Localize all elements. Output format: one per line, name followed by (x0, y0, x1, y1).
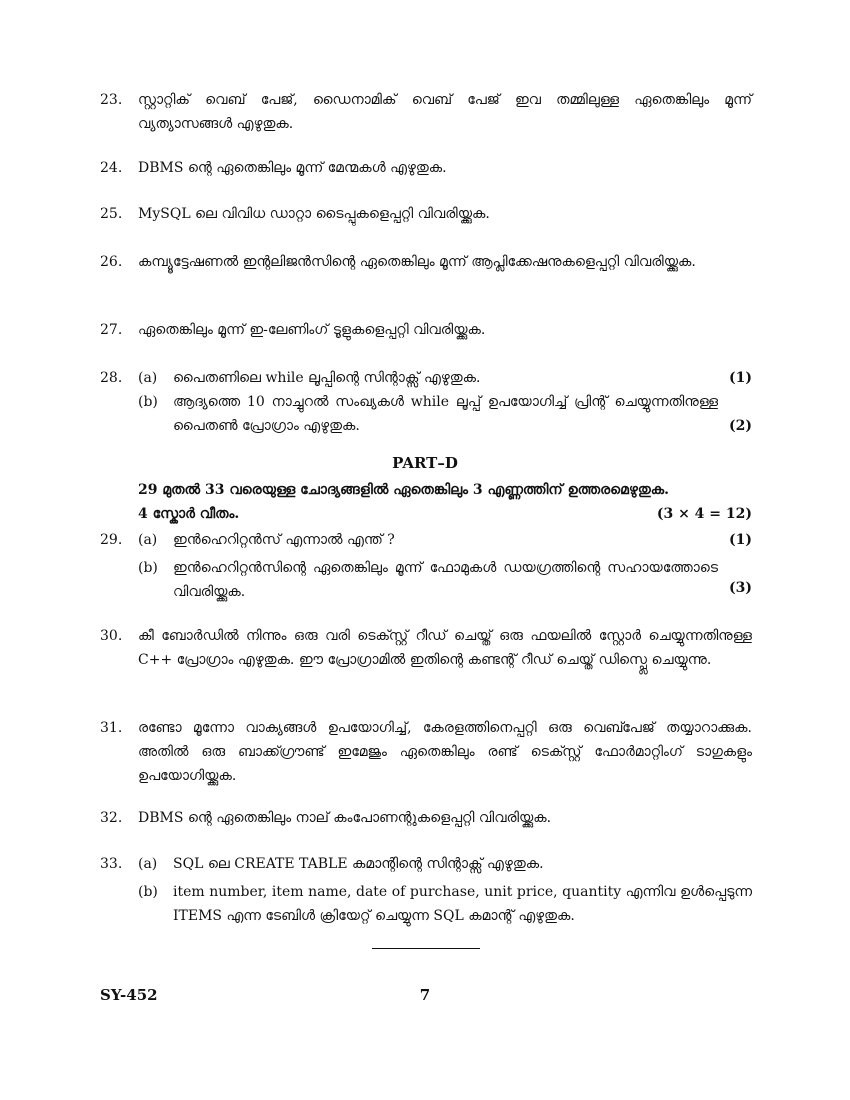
sub-question-text: പൈതണിലെ while ലൂപ്പിന്റെ സിന്റാക്സ് എഴുതുക. (173, 370, 481, 386)
sub-question-text: ആദ്യത്തെ 10 നാച്ചുറൽ സംഖ്യകൾ while ലൂപ്പ് ഉപയോഗിച്ച് പ്രിന്റ് ചെയ്യുന്നതിനുള്ള പൈതൺ പ്രോഗ്രാം എഴുതുക. (173, 394, 718, 434)
question-number: 25. (100, 206, 123, 222)
question-number: 23. (100, 92, 123, 108)
question-text: സ്റ്റാറ്റിക് വെബ് പേജ്, ഡൈനാമിക് വെബ് പേജ് ഇവ തമ്മിലുള്ള ഏതെങ്കിലും മൂന്ന് വ്യത്യാസങ്ങൾ എഴുതുക. (138, 92, 752, 132)
question-30 (100, 624, 752, 696)
sub-question-label: (a) (138, 532, 158, 548)
question-25 (100, 202, 752, 226)
sub-question-b (138, 556, 752, 604)
question-text: DBMS ന്റെ ഏതെങ്കിലും മൂന്ന് മേന്മകൾ എഴുതുക. (138, 160, 447, 176)
question-number: 32. (100, 810, 123, 826)
question-text: കമ്പ്യൂട്ടേഷണൽ ഇന്റലിജൻസിന്റെ ഏതെങ്കിലും മൂന്ന് ആപ്ലിക്കേഷനുകളെപ്പറ്റി വിവരിയ്ക്കുക. (138, 254, 696, 270)
question-number: 27. (100, 322, 123, 338)
instruction-line-1: 29 മുതൽ 33 വരെയുള്ള ചോദ്യങ്ങളിൽ ഏതെങ്കിലും 3 എണ്ണത്തിന് ഉത്തരമെഴുതുക. (138, 482, 670, 498)
question-24 (100, 156, 752, 180)
sub-question-a (138, 366, 752, 390)
question-26 (100, 250, 752, 298)
question-number: 30. (100, 628, 123, 644)
end-rule (372, 948, 480, 949)
question-number: 26. (100, 254, 123, 270)
sub-question-a (138, 528, 752, 552)
sub-question-label: (a) (138, 856, 158, 872)
sub-question-label: (b) (138, 560, 158, 576)
question-29 (100, 528, 752, 600)
sub-question-text: SQL ലെ CREATE TABLE കമാന്റിന്റെ സിന്റാക്സ് എഴുതുക. (173, 856, 544, 872)
question-28 (100, 366, 752, 438)
question-text: ഏതെങ്കിലും മൂന്ന് ഇ-ലേണിംഗ് ടൂളുകളെപ്പറ്റി വിവരിയ്ക്കുക. (138, 322, 486, 338)
part-d-marks: (3 × 4 = 12) (656, 506, 752, 522)
instruction-line-2-row (138, 502, 752, 526)
sub-question-text: item number, item name, date of purchase, unit price, quantity എന്നിവ ഉൾപ്പെടുന്ന ITEMS എന്ന ടേബിൾ ക്രിയേറ്റ് ചെയ്യുന്ന SQL കമാന്റ് എഴുതുക. (173, 884, 752, 924)
sub-question-label: (b) (138, 394, 158, 410)
question-33 (100, 852, 752, 932)
sub-question-text: ഇൻഹെറിറ്റൻസ് എന്നാൽ എന്ത് ? (173, 532, 395, 548)
question-27 (100, 318, 752, 342)
question-text: DBMS ന്റെ ഏതെങ്കിലും നാല് കംപോണന്റുകളെപ്പറ്റി വിവരിയ്ക്കുക. (138, 810, 552, 826)
question-number: 31. (100, 720, 123, 736)
page-number: 7 (419, 986, 431, 1004)
part-d-instruction (138, 478, 752, 526)
question-text: MySQL ലെ വിവിധ ഡാറ്റാ ടൈപ്പുകളെപ്പറ്റി വിവരിയ്ക്കുക. (138, 206, 490, 222)
instruction-line-2: 4 സ്കോർ വീതം. (138, 506, 240, 522)
sub-question-b (138, 880, 752, 928)
question-31 (100, 716, 752, 788)
marks-label: (1) (729, 370, 752, 386)
marks-label: (1) (729, 532, 752, 548)
sub-question-b (138, 390, 752, 438)
paper-code: SY-452 (100, 986, 158, 1004)
question-number: 29. (100, 532, 123, 548)
question-32 (100, 806, 752, 830)
sub-question-text: ഇൻഹെറിറ്റൻസിന്റെ ഏതെങ്കിലും മൂന്ന് ഫോമുകൾ ഡയഗ്രത്തിന്റെ സഹായത്തോടെ വിവരിയ്ക്കുക. (173, 560, 718, 600)
sub-question-a (138, 852, 752, 876)
part-d-title: PART–D (392, 454, 458, 472)
question-text: കീ ബോർഡിൽ നിന്നും ഒരു വരി ടെക്സ്റ്റ് റീഡ് ചെയ്ത് ഒരു ഫയലിൽ സ്റ്റോർ ചെയ്യുന്നതിനുള്ള C++ പ്രോഗ്രാം എഴുതുക. ഈ പ്രോഗ്രാമിൽ ഇതിന്റെ കണ്ടന്റ് റീഡ് ചെയ്ത് ഡിസ്പ്ലെ ചെയ്യുന്നു. (138, 628, 752, 668)
question-23 (100, 88, 752, 136)
question-number: 24. (100, 160, 123, 176)
marks-label: (2) (729, 418, 752, 434)
question-number: 28. (100, 370, 123, 386)
sub-question-label: (b) (138, 884, 158, 900)
question-text: രണ്ടോ മൂന്നോ വാക്യങ്ങൾ ഉപയോഗിച്ച്, കേരളത്തിനെപ്പറ്റി ഒരു വെബ്പേജ് തയ്യാറാക്കുക. അതിൽ ഒരു ബാക്ക്ഗ്രൗണ്ട് ഇമേജും ഏതെങ്കിലും രണ്ട് ടെക്സ്റ്റ് ഫോർമാറ്റിംഗ് ടാഗുകളും ഉപയോഗിയ്ക്കുക. (138, 720, 752, 784)
question-number: 33. (100, 856, 123, 872)
marks-label: (3) (729, 580, 752, 596)
sub-question-label: (a) (138, 370, 158, 386)
